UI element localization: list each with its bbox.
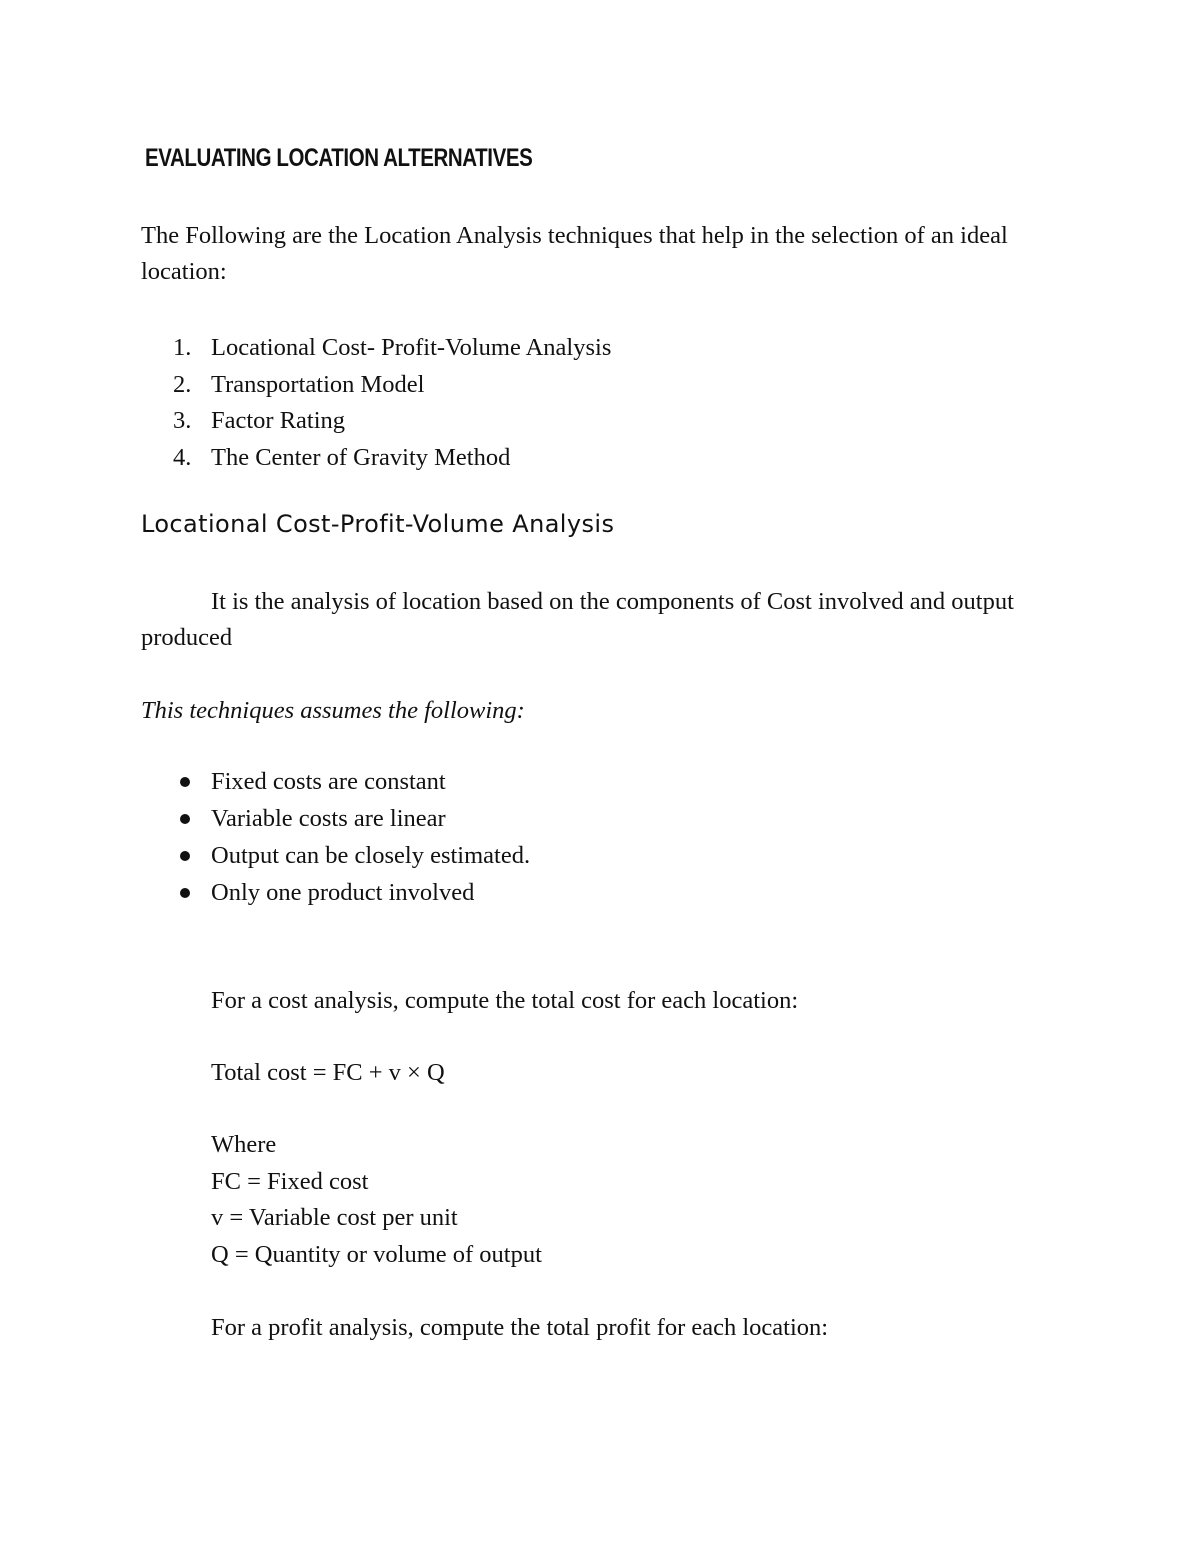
bullet-icon — [180, 777, 190, 787]
assumptions-list — [141, 764, 530, 912]
where-label: Where — [211, 1131, 277, 1158]
cost-analysis-intro: For a cost analysis, compute the total cost for each location: — [211, 987, 799, 1014]
definition-paragraph: It is the analysis of location based on the components of Cost involved and output produced — [141, 588, 1014, 651]
list-item — [141, 801, 530, 838]
list-number: 4. — [173, 443, 192, 471]
list-item-label: Output can be closely estimated. — [211, 842, 531, 869]
intro-paragraph: The Following are the Location Analysis techniques that help in the selection of an ideal location: — [141, 222, 1008, 285]
bullet-icon — [180, 814, 190, 824]
assumptions-heading: This techniques assumes the following: — [141, 697, 525, 724]
list-item — [141, 440, 611, 477]
list-item-label: Factor Rating — [211, 407, 346, 434]
list-item-label: Fixed costs are constant — [211, 768, 446, 795]
list-number: 1. — [173, 334, 192, 361]
bullet-icon — [180, 888, 190, 898]
list-item — [141, 838, 530, 875]
list-item-label: The Center of Gravity Method — [211, 443, 511, 471]
page-title: EVALUATING LOCATION ALTERNATIVES — [145, 144, 533, 172]
list-item-label: Transportation Model — [211, 370, 425, 398]
list-number: 3. — [173, 407, 192, 434]
list-item — [141, 367, 611, 404]
list-item-label: Variable costs are linear — [211, 805, 446, 832]
definition-quantity: Q = Quantity or volume of output — [211, 1240, 542, 1268]
definition-fixed-cost: FC = Fixed cost — [211, 1167, 369, 1195]
bullet-icon — [180, 851, 190, 861]
list-item — [141, 875, 530, 912]
total-cost-formula: Total cost = FC + v × Q — [211, 1059, 445, 1086]
techniques-list — [141, 330, 611, 476]
list-item-label: Only one product involved — [211, 879, 475, 906]
list-item — [141, 403, 611, 440]
definition-variable-cost: v = Variable cost per unit — [211, 1204, 458, 1231]
section-heading: Locational Cost-Profit-Volume Analysis — [141, 510, 615, 538]
list-number: 2. — [173, 370, 192, 398]
list-item — [141, 330, 611, 367]
profit-analysis-intro: For a profit analysis, compute the total profit for each location: — [211, 1314, 829, 1341]
formula-definitions — [211, 1127, 542, 1273]
list-item-label: Locational Cost- Profit-Volume Analysis — [211, 334, 612, 361]
list-item — [141, 764, 530, 801]
